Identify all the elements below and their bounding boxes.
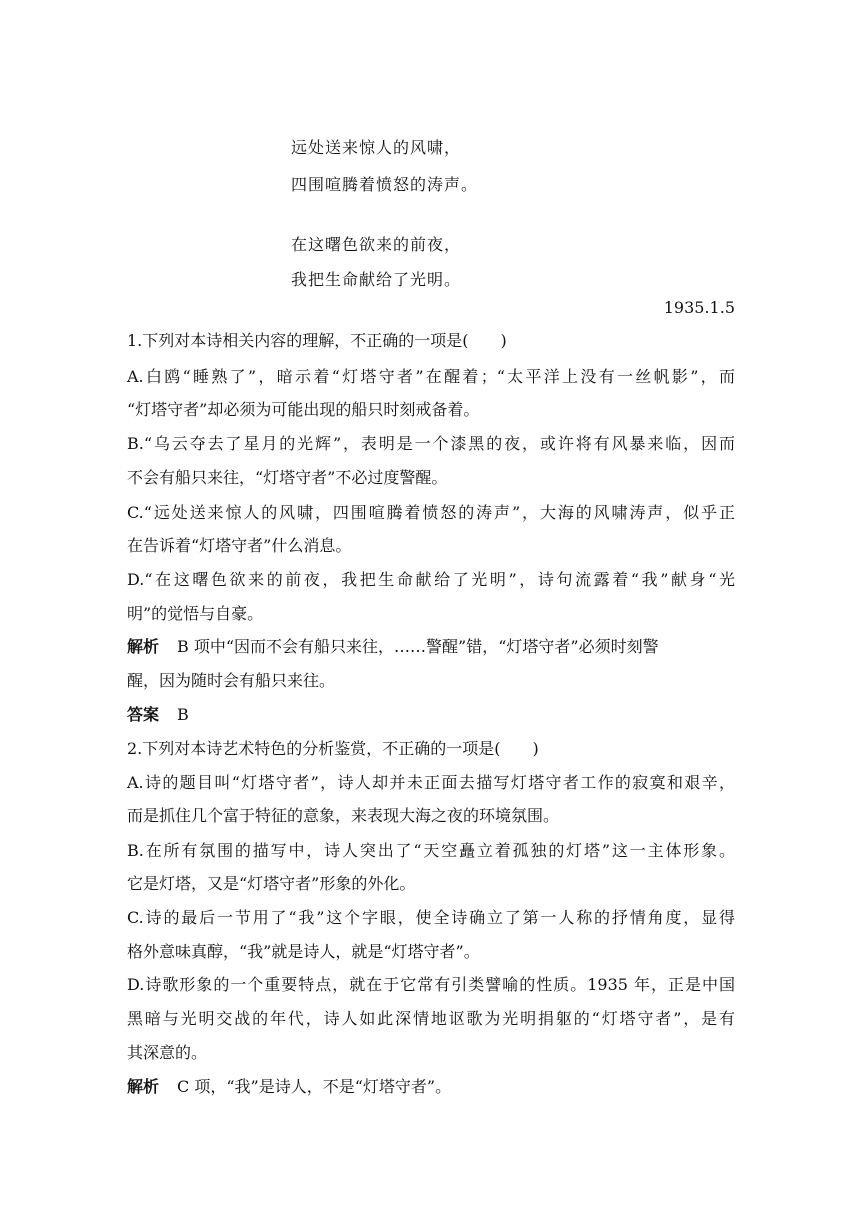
answer-label: 答案 [127,705,160,724]
q2-option-a-cont: 而是抓住几个富于特征的意象，来表现大海之夜的环境氛围。 [127,806,560,825]
q2-option-c-cont: 格外意味真醇，“我”就是诗人，就是“灯塔守者”。 [127,942,480,961]
q2-option-b-cont: 它是灯塔，又是“灯塔守者”形象的外化。 [127,874,416,893]
q1-option-d-cont: 明”的觉悟与自豪。 [127,604,264,623]
q2-option-c: C.诗的最后一节用了“我”这个字眼，使全诗确立了第一人称的抒情角度，显得 [127,908,735,927]
q2-analysis-text: C 项，“我”是诗人，不是“灯塔守者”。 [177,1077,452,1096]
q1-option-b-cont: 不会有船只来往，“灯塔守者”不必过度警醒。 [127,468,448,487]
q1-option-c-cont: 在告诉着“灯塔守者”什么消息。 [127,536,352,555]
poem-line: 四围喧腾着愤怒的涛声。 [291,175,479,194]
q2-option-a: A.诗的题目叫“灯塔守者”，诗人却并未正面去描写灯塔守者工作的寂寞和艰辛， [127,773,735,792]
q1-analysis-cont: 醒，因为随时会有船只来往。 [127,671,336,690]
q2-option-d-cont: 黑暗与光明交战的年代，诗人如此深情地讴歌为光明捐躯的“灯塔守者”，是有 [127,1009,735,1028]
q2-option-b: B.在所有氛围的描写中，诗人突出了“天空矗立着孤独的灯塔”这一主体形象。 [127,841,735,860]
q2-option-d: D.诗歌形象的一个重要特点，就在于它常有引类譬喻的性质。1935 年，正是中国 [127,975,735,994]
q2-option-d-cont2: 其深意的。 [127,1043,208,1062]
poem-date: 1935.1.5 [663,298,735,317]
poem-line: 我把生命献给了光明。 [291,270,462,289]
q1-option-a-cont: “灯塔守者”却必须为可能出现的船只时刻戒备着。 [127,400,480,419]
analysis-label: 解析 [127,1077,160,1096]
q2-analysis [127,1077,735,1097]
q1-option-d: D.“在这曙色欲来的前夜，我把生命献给了光明”，诗句流露着“我”献身“光 [127,570,735,589]
q1-answer-value: B [177,705,189,724]
question-1-stem: 1.下列对本诗相关内容的理解，不正确的一项是( ) [127,331,507,350]
q1-option-a: A.白鸥“睡熟了”，暗示着“灯塔守者”在醒着；“太平洋上没有一丝帆影”，而 [127,367,735,386]
analysis-label: 解析 [127,637,160,656]
q1-analysis-text: B 项中“因而不会有船只来往，……警醒”错，“灯塔守者”必须时刻警 [177,637,659,656]
question-2-stem: 2.下列对本诗艺术特色的分析鉴赏，不正确的一项是( ) [127,739,539,758]
q1-analysis [127,637,735,657]
q1-option-b: B.“乌云夺去了星月的光辉”，表明是一个漆黑的夜，或许将有风暴来临，因而 [127,434,735,453]
q1-answer [127,705,735,725]
q1-option-c: C.“远处送来惊人的风啸，四围喧腾着愤怒的涛声”，大海的风啸涛声，似乎正 [127,503,735,522]
poem-line: 远处送来惊人的风啸， [291,138,462,157]
poem-line: 在这曙色欲来的前夜， [291,235,462,254]
